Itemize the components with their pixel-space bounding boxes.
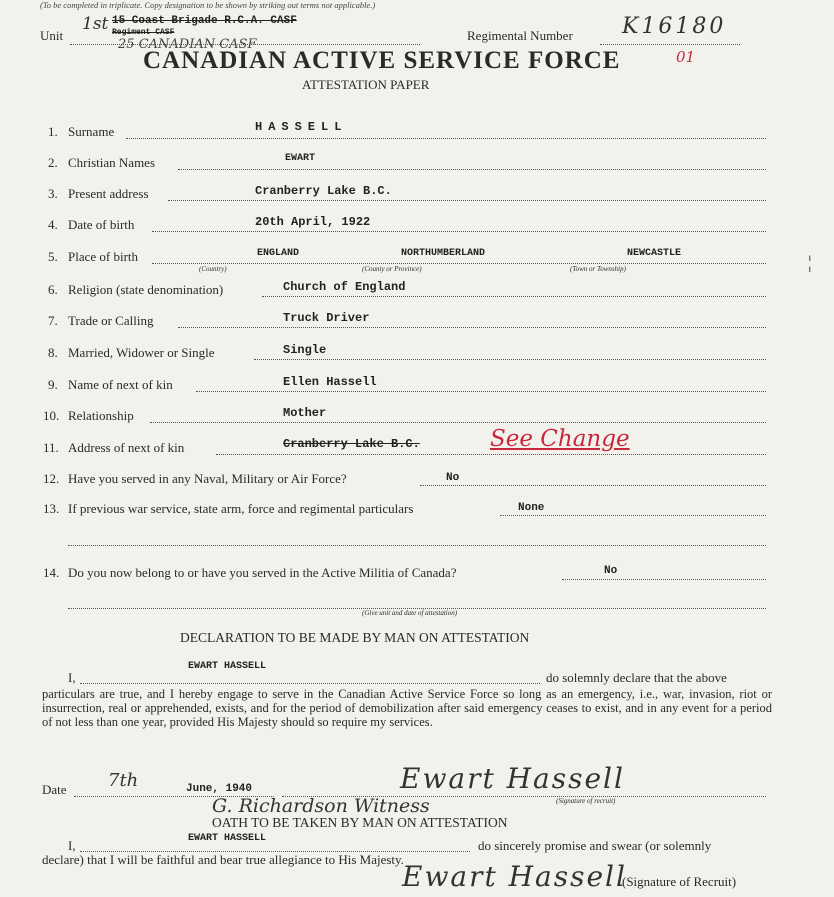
field-label-present-address: Present address (68, 186, 149, 201)
field-number: 7. (48, 313, 58, 328)
declaration-signature: Ewart Hassell (400, 762, 625, 795)
unit-typed-2: Regiment CASF (112, 28, 175, 37)
relationship-value: Mother (283, 406, 327, 420)
date-day: 7th (108, 770, 139, 791)
field-number: 8. (48, 345, 58, 360)
field-number: 1. (48, 124, 58, 139)
oath-signature: Ewart Hassell (402, 860, 627, 893)
field-number: 5. (48, 249, 58, 264)
form-subtitle: ATTESTATION PAPER (302, 77, 430, 92)
field-number: 11. (43, 440, 59, 455)
birth-county-value: NORTHUMBERLAND (401, 248, 486, 259)
unit-label: Unit (40, 28, 64, 43)
field-number: 12. (43, 471, 60, 486)
field-label-christian-names: Christian Names (68, 155, 156, 170)
christian-names-value: EWART (285, 153, 316, 164)
field-label-religion: Religion (state denomination) (68, 282, 224, 297)
declaration-line1-tail: do solemnly declare that the above (546, 670, 727, 685)
field-label-militia: Do you now belong to or have you served in the Active Militia of Canada? (68, 565, 457, 580)
birth-country-value: ENGLAND (257, 248, 300, 259)
religion-value: Church of England (283, 280, 406, 294)
date-label: Date (42, 782, 67, 797)
date-month-year: June, 1940 (186, 783, 253, 795)
war-service-value: None (518, 502, 545, 514)
field-label-war-service: If previous war service, state arm, force and regimental particulars (68, 501, 414, 516)
unit-line (70, 44, 420, 45)
top-note: (To be completed in triplicate. Copy designation to be shown by striking out terms not applicable.) (40, 0, 376, 10)
declaration-name: EWART HASSELL (188, 661, 267, 672)
declaration-heading: DECLARATION TO BE MADE BY MAN ON ATTESTATION (180, 630, 530, 645)
field-label-trade: Trade or Calling (68, 313, 154, 328)
form-title: CANADIAN ACTIVE SERVICE FORCE (143, 47, 621, 74)
witness-signature: G. Richardson Witness (212, 795, 430, 817)
caption-country: (Country) (199, 265, 227, 273)
declaration-signature-caption: (Signature of recruit) (556, 797, 616, 805)
regimental-label: Regimental Number (467, 28, 573, 43)
field-number: 6. (48, 282, 58, 297)
oath-line2: declare) that I will be faithful and bear true allegiance to His Majesty. (42, 852, 404, 867)
oath-line1-tail: do sincerely promise and swear (or solemnly (478, 838, 712, 853)
present-address-value: Cranberry Lake B.C. (255, 184, 392, 198)
previous-service-value: No (446, 472, 460, 484)
oath-i: I, (68, 838, 76, 853)
field-number: 10. (43, 408, 60, 423)
birth-town-value: NEWCASTLE (627, 248, 682, 259)
field-label-next-of-kin: Name of next of kin (68, 377, 173, 392)
surname-value: HASSELL (255, 120, 348, 134)
field-label-previous-service: Have you served in any Naval, Military or Air Force? (68, 471, 347, 486)
address-change-note: See Change (490, 426, 630, 452)
field-label-place-of-birth: Place of birth (68, 249, 139, 264)
next-of-kin-value: Ellen Hassell (283, 375, 377, 389)
form-code: 01 (676, 48, 696, 66)
unit-handwritten-2: 25 CANADIAN CASF (118, 37, 257, 52)
declaration-body: particulars are true, and I hereby engage to serve in the Canadian Active Service Force so long as an emergency, i.e., war, invasion, riot or insurrection, real or apprehended, exists, and for the period of demobilization after said emergency ceases to exist, and in any event for a period of not less than one year, provided His Majesty should so require my services. (42, 687, 772, 729)
unit-typed: 15 Coast Brigade R.C.A. CASF (112, 15, 297, 27)
next-of-kin-address-value: Cranberry Lake B.C. (283, 437, 420, 451)
field-label-surname: Surname (68, 124, 115, 139)
marital-value: Single (283, 343, 327, 357)
militia-caption: (Give unit and date of attestation) (362, 609, 458, 617)
field-number: 14. (43, 565, 60, 580)
caption-county: (County or Province) (362, 265, 422, 273)
caption-town: (Town or Township) (570, 265, 626, 273)
field-number: 3. (48, 186, 58, 201)
field-label-relationship: Relationship (68, 408, 134, 423)
unit-handwritten: 1st (82, 14, 109, 34)
field-label-next-of-kin-address: Address of next of kin (68, 440, 185, 455)
declaration-i: I, (68, 670, 76, 685)
oath-heading: OATH TO BE TAKEN BY MAN ON ATTESTATION (212, 815, 508, 830)
militia-value: No (604, 565, 618, 577)
oath-name: EWART HASSELL (188, 833, 267, 844)
oath-signature-caption: (Signature of Recruit) (622, 874, 737, 889)
regimental-number: K16180 (622, 14, 727, 39)
margin-mark: ¦ (808, 252, 812, 272)
trade-value: Truck Driver (283, 311, 370, 325)
field-label-marital: Married, Widower or Single (68, 345, 215, 360)
field-number: 9. (48, 377, 58, 392)
field-label-date-of-birth: Date of birth (68, 217, 135, 232)
regimental-line (600, 44, 740, 45)
date-of-birth-value: 20th April, 1922 (255, 215, 371, 229)
field-number: 13. (43, 501, 60, 516)
field-number: 2. (48, 155, 58, 170)
field-number: 4. (48, 217, 58, 232)
